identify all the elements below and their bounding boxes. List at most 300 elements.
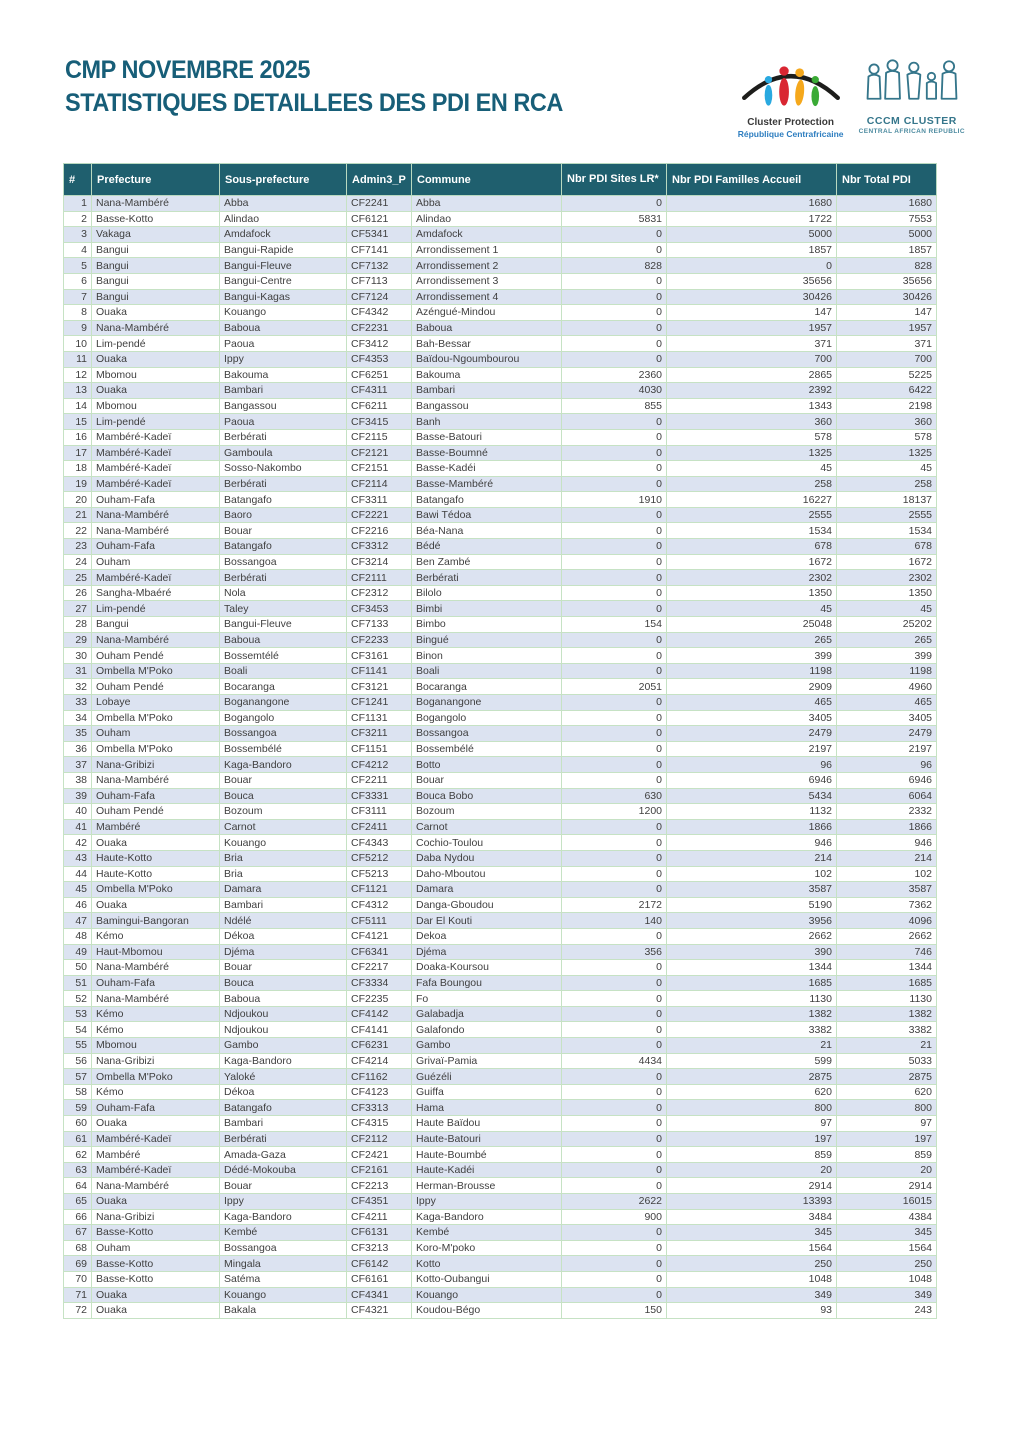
cell-num: 51	[64, 975, 92, 991]
cell-nbr-pdi-familles-accueil: 1198	[667, 663, 837, 679]
page-header	[65, 54, 965, 139]
table-row	[64, 928, 937, 944]
cell-nbr-total-pdi: 678	[837, 539, 937, 555]
cell-commune: Baboua	[412, 320, 562, 336]
cell-commune: Ippy	[412, 1194, 562, 1210]
table-row	[64, 726, 937, 742]
cell-admin3-pcode: CF3453	[347, 601, 412, 617]
table-row	[64, 351, 937, 367]
cell-prefecture: Lobaye	[92, 695, 220, 711]
cell-nbr-total-pdi: 147	[837, 305, 937, 321]
cell-nbr-pdi-sites-lr: 2051	[562, 679, 667, 695]
cell-nbr-pdi-sites-lr: 0	[562, 1131, 667, 1147]
cell-nbr-pdi-sites-lr: 0	[562, 539, 667, 555]
cell-commune: Gambo	[412, 1038, 562, 1054]
cell-sous-prefecture: Satéma	[220, 1271, 347, 1287]
cell-admin3-pcode: CF3211	[347, 726, 412, 742]
cell-nbr-pdi-familles-accueil: 16227	[667, 492, 837, 508]
cell-sous-prefecture: Dékoa	[220, 1084, 347, 1100]
cell-commune: Haute-Boumbé	[412, 1147, 562, 1163]
cell-commune: Bossembélé	[412, 741, 562, 757]
cell-admin3-pcode: CF4311	[347, 383, 412, 399]
cell-sous-prefecture: Bossangoa	[220, 726, 347, 742]
cell-nbr-total-pdi: 2479	[837, 726, 937, 742]
cluster-protection-icon	[737, 97, 845, 114]
cell-num: 5	[64, 258, 92, 274]
cell-sous-prefecture: Bossemtélé	[220, 648, 347, 664]
table-row	[64, 648, 937, 664]
cell-admin3-pcode: CF6142	[347, 1256, 412, 1272]
cell-num: 18	[64, 461, 92, 477]
cell-nbr-total-pdi: 1198	[837, 663, 937, 679]
cell-commune: Haute-Kadéi	[412, 1162, 562, 1178]
cell-nbr-pdi-sites-lr: 0	[562, 928, 667, 944]
cell-commune: Alindao	[412, 211, 562, 227]
cell-sous-prefecture: Alindao	[220, 211, 347, 227]
table-row	[64, 320, 937, 336]
table-row	[64, 1022, 937, 1038]
cell-nbr-pdi-sites-lr: 0	[562, 710, 667, 726]
cell-prefecture: Mbomou	[92, 367, 220, 383]
cell-nbr-pdi-familles-accueil: 465	[667, 695, 837, 711]
cell-nbr-pdi-familles-accueil: 2875	[667, 1069, 837, 1085]
cell-num: 20	[64, 492, 92, 508]
table-row	[64, 554, 937, 570]
cell-nbr-pdi-sites-lr: 0	[562, 850, 667, 866]
cell-nbr-pdi-familles-accueil: 2555	[667, 507, 837, 523]
cell-num: 64	[64, 1178, 92, 1194]
cell-sous-prefecture: Baoro	[220, 507, 347, 523]
cell-sous-prefecture: Bria	[220, 866, 347, 882]
cell-admin3-pcode: CF4343	[347, 835, 412, 851]
cell-prefecture: Mambéré-Kadeï	[92, 570, 220, 586]
cell-prefecture: Bangui	[92, 289, 220, 305]
cell-admin3-pcode: CF5111	[347, 913, 412, 929]
cell-prefecture: Nana-Mambéré	[92, 523, 220, 539]
cell-prefecture: Ouaka	[92, 1303, 220, 1319]
cell-num: 12	[64, 367, 92, 383]
cell-nbr-pdi-sites-lr: 4434	[562, 1053, 667, 1069]
cell-prefecture: Haut-Mbomou	[92, 944, 220, 960]
cell-sous-prefecture: Boali	[220, 663, 347, 679]
cell-num: 30	[64, 648, 92, 664]
cluster-protection-label: Cluster Protection	[747, 117, 834, 128]
cell-commune: Bah-Bessar	[412, 336, 562, 352]
cell-sous-prefecture: Baboua	[220, 632, 347, 648]
cell-commune: Kouango	[412, 1287, 562, 1303]
cell-prefecture: Ouham-Fafa	[92, 492, 220, 508]
cell-num: 7	[64, 289, 92, 305]
cell-nbr-pdi-familles-accueil: 1957	[667, 320, 837, 336]
cell-num: 2	[64, 211, 92, 227]
cell-prefecture: Bangui	[92, 242, 220, 258]
cell-nbr-pdi-sites-lr: 0	[562, 570, 667, 586]
cell-nbr-pdi-sites-lr: 0	[562, 414, 667, 430]
cell-prefecture: Ouaka	[92, 897, 220, 913]
cell-num: 3	[64, 227, 92, 243]
page-title-line2: STATISTIQUES DETAILLEES DES PDI EN RCA	[65, 89, 563, 117]
page-title-line1: CMP NOVEMBRE 2025	[65, 56, 310, 84]
cell-commune: Abba	[412, 196, 562, 212]
cell-nbr-total-pdi: 1344	[837, 960, 937, 976]
cell-prefecture: Nana-Mambéré	[92, 320, 220, 336]
table-row	[64, 492, 937, 508]
cell-nbr-total-pdi: 399	[837, 648, 937, 664]
cell-prefecture: Kémo	[92, 1006, 220, 1022]
cell-nbr-total-pdi: 1534	[837, 523, 937, 539]
table-row	[64, 227, 937, 243]
cell-num: 36	[64, 741, 92, 757]
table-row	[64, 196, 937, 212]
cell-prefecture: Mbomou	[92, 1038, 220, 1054]
cell-nbr-total-pdi: 700	[837, 351, 937, 367]
cell-nbr-total-pdi: 2662	[837, 928, 937, 944]
cell-nbr-pdi-sites-lr: 0	[562, 960, 667, 976]
cell-commune: Arrondissement 4	[412, 289, 562, 305]
cell-nbr-pdi-sites-lr: 0	[562, 601, 667, 617]
cell-nbr-total-pdi: 250	[837, 1256, 937, 1272]
cell-num: 8	[64, 305, 92, 321]
cell-num: 9	[64, 320, 92, 336]
cell-nbr-pdi-sites-lr: 0	[562, 866, 667, 882]
cell-nbr-total-pdi: 4384	[837, 1209, 937, 1225]
cell-admin3-pcode: CF5212	[347, 850, 412, 866]
cell-nbr-total-pdi: 16015	[837, 1194, 937, 1210]
table-row	[64, 757, 937, 773]
table-row	[64, 788, 937, 804]
cccm-cluster-sublabel: CENTRAL AFRICAN REPUBLIC	[858, 128, 965, 135]
cell-sous-prefecture: Ndjoukou	[220, 1006, 347, 1022]
cell-nbr-pdi-familles-accueil: 258	[667, 476, 837, 492]
table-row	[64, 398, 937, 414]
cell-prefecture: Ouham-Fafa	[92, 539, 220, 555]
cell-commune: Bouca Bobo	[412, 788, 562, 804]
cell-sous-prefecture: Bria	[220, 850, 347, 866]
cell-admin3-pcode: CF1151	[347, 741, 412, 757]
cell-nbr-total-pdi: 1350	[837, 585, 937, 601]
cell-num: 54	[64, 1022, 92, 1038]
cell-prefecture: Ouaka	[92, 305, 220, 321]
cell-nbr-pdi-sites-lr: 0	[562, 1256, 667, 1272]
cell-nbr-pdi-familles-accueil: 1344	[667, 960, 837, 976]
cell-prefecture: Ouham-Fafa	[92, 975, 220, 991]
table-row	[64, 1209, 937, 1225]
header-sous-prefecture: Sous-prefecture	[220, 164, 347, 196]
cell-nbr-pdi-familles-accueil: 800	[667, 1100, 837, 1116]
cell-commune: Fafa Boungou	[412, 975, 562, 991]
cell-admin3-pcode: CF3334	[347, 975, 412, 991]
cell-admin3-pcode: CF2211	[347, 772, 412, 788]
cell-nbr-total-pdi: 265	[837, 632, 937, 648]
cell-nbr-pdi-familles-accueil: 5434	[667, 788, 837, 804]
cell-commune: Azéngué-Mindou	[412, 305, 562, 321]
cell-nbr-pdi-sites-lr: 0	[562, 289, 667, 305]
cell-admin3-pcode: CF6161	[347, 1271, 412, 1287]
cell-admin3-pcode: CF4123	[347, 1084, 412, 1100]
cell-nbr-pdi-sites-lr: 0	[562, 1178, 667, 1194]
cell-admin3-pcode: CF2114	[347, 476, 412, 492]
cell-prefecture: Nana-Mambéré	[92, 772, 220, 788]
cell-nbr-pdi-familles-accueil: 390	[667, 944, 837, 960]
cell-sous-prefecture: Paoua	[220, 336, 347, 352]
table-row	[64, 367, 937, 383]
cell-num: 47	[64, 913, 92, 929]
table-row	[64, 429, 937, 445]
cell-commune: Bilolo	[412, 585, 562, 601]
cell-nbr-pdi-familles-accueil: 2392	[667, 383, 837, 399]
cell-admin3-pcode: CF1141	[347, 663, 412, 679]
cell-nbr-total-pdi: 5000	[837, 227, 937, 243]
cell-nbr-pdi-sites-lr: 150	[562, 1303, 667, 1319]
cell-sous-prefecture: Kaga-Bandoro	[220, 1209, 347, 1225]
cell-commune: Berbérati	[412, 570, 562, 586]
cell-num: 60	[64, 1116, 92, 1132]
cell-sous-prefecture: Djéma	[220, 944, 347, 960]
cell-admin3-pcode: CF4342	[347, 305, 412, 321]
cell-sous-prefecture: Kouango	[220, 835, 347, 851]
cell-sous-prefecture: Baboua	[220, 320, 347, 336]
cell-nbr-pdi-familles-accueil: 5190	[667, 897, 837, 913]
cell-nbr-pdi-sites-lr: 0	[562, 445, 667, 461]
cell-admin3-pcode: CF4321	[347, 1303, 412, 1319]
cell-num: 29	[64, 632, 92, 648]
cell-commune: Carnot	[412, 819, 562, 835]
cell-commune: Dar El Kouti	[412, 913, 562, 929]
cell-nbr-pdi-familles-accueil: 13393	[667, 1194, 837, 1210]
cell-admin3-pcode: CF2115	[347, 429, 412, 445]
table-row	[64, 242, 937, 258]
cell-num: 57	[64, 1069, 92, 1085]
table-row	[64, 445, 937, 461]
cell-nbr-pdi-sites-lr: 0	[562, 741, 667, 757]
cell-nbr-total-pdi: 3382	[837, 1022, 937, 1038]
cell-nbr-pdi-familles-accueil: 1343	[667, 398, 837, 414]
cell-prefecture: Ombella M'Poko	[92, 741, 220, 757]
table-row	[64, 772, 937, 788]
cell-sous-prefecture: Bouar	[220, 523, 347, 539]
cell-num: 62	[64, 1147, 92, 1163]
table-row	[64, 835, 937, 851]
cell-nbr-pdi-sites-lr: 855	[562, 398, 667, 414]
cell-commune: Daho-Mboutou	[412, 866, 562, 882]
cell-sous-prefecture: Abba	[220, 196, 347, 212]
cell-nbr-pdi-familles-accueil: 2302	[667, 570, 837, 586]
table-row	[64, 695, 937, 711]
table-row	[64, 1131, 937, 1147]
cell-nbr-pdi-sites-lr: 0	[562, 975, 667, 991]
table-row	[64, 913, 937, 929]
cell-admin3-pcode: CF2221	[347, 507, 412, 523]
cell-nbr-pdi-sites-lr: 0	[562, 227, 667, 243]
cell-commune: Arrondissement 3	[412, 273, 562, 289]
cell-nbr-pdi-sites-lr: 0	[562, 196, 667, 212]
cell-nbr-total-pdi: 360	[837, 414, 937, 430]
cell-sous-prefecture: Kaga-Bandoro	[220, 757, 347, 773]
cell-admin3-pcode: CF2111	[347, 570, 412, 586]
cell-nbr-pdi-sites-lr: 900	[562, 1209, 667, 1225]
cell-num: 28	[64, 617, 92, 633]
cell-num: 65	[64, 1194, 92, 1210]
cell-nbr-pdi-familles-accueil: 97	[667, 1116, 837, 1132]
cell-commune: Guiffa	[412, 1084, 562, 1100]
cell-num: 70	[64, 1271, 92, 1287]
cell-prefecture: Ouaka	[92, 1116, 220, 1132]
cell-nbr-total-pdi: 21	[837, 1038, 937, 1054]
cell-nbr-pdi-sites-lr: 0	[562, 336, 667, 352]
cell-admin3-pcode: CF7132	[347, 258, 412, 274]
cell-sous-prefecture: Berbérati	[220, 570, 347, 586]
cell-commune: Boali	[412, 663, 562, 679]
cell-nbr-pdi-sites-lr: 0	[562, 1084, 667, 1100]
cell-prefecture: Sangha-Mbaéré	[92, 585, 220, 601]
table-row	[64, 882, 937, 898]
cell-nbr-total-pdi: 20	[837, 1162, 937, 1178]
cell-num: 45	[64, 882, 92, 898]
table-row	[64, 1240, 937, 1256]
cell-sous-prefecture: Kouango	[220, 1287, 347, 1303]
cell-num: 6	[64, 273, 92, 289]
cell-sous-prefecture: Batangafo	[220, 492, 347, 508]
cell-nbr-pdi-familles-accueil: 265	[667, 632, 837, 648]
cell-nbr-pdi-familles-accueil: 620	[667, 1084, 837, 1100]
cell-nbr-total-pdi: 3587	[837, 882, 937, 898]
cell-nbr-total-pdi: 1048	[837, 1271, 937, 1287]
cell-nbr-pdi-familles-accueil: 1866	[667, 819, 837, 835]
cell-admin3-pcode: CF4353	[347, 351, 412, 367]
cell-commune: Bimbo	[412, 617, 562, 633]
table-row	[64, 476, 937, 492]
cell-nbr-total-pdi: 946	[837, 835, 937, 851]
cell-commune: Ben Zambé	[412, 554, 562, 570]
cell-num: 55	[64, 1038, 92, 1054]
cell-prefecture: Ombella M'Poko	[92, 663, 220, 679]
cell-num: 41	[64, 819, 92, 835]
cell-nbr-total-pdi: 7362	[837, 897, 937, 913]
cell-sous-prefecture: Gambo	[220, 1038, 347, 1054]
cell-num: 33	[64, 695, 92, 711]
table-row	[64, 617, 937, 633]
cell-nbr-pdi-sites-lr: 0	[562, 242, 667, 258]
table-row	[64, 1053, 937, 1069]
cell-nbr-total-pdi: 800	[837, 1100, 937, 1116]
cell-num: 58	[64, 1084, 92, 1100]
cell-admin3-pcode: CF2217	[347, 960, 412, 976]
cell-nbr-pdi-familles-accueil: 2865	[667, 367, 837, 383]
cell-prefecture: Mambéré	[92, 819, 220, 835]
cell-nbr-pdi-sites-lr: 0	[562, 819, 667, 835]
cell-admin3-pcode: CF4121	[347, 928, 412, 944]
table-row	[64, 1178, 937, 1194]
cell-nbr-pdi-familles-accueil: 102	[667, 866, 837, 882]
cell-commune: Daba Nydou	[412, 850, 562, 866]
cell-nbr-total-pdi: 197	[837, 1131, 937, 1147]
cell-num: 17	[64, 445, 92, 461]
cell-num: 48	[64, 928, 92, 944]
cell-prefecture: Nana-Gribizi	[92, 757, 220, 773]
cell-admin3-pcode: CF2151	[347, 461, 412, 477]
header-admin3-pcode: Admin3_P	[347, 164, 412, 196]
cell-num: 19	[64, 476, 92, 492]
cell-commune: Amdafock	[412, 227, 562, 243]
header-nbr-pdi-sites-lr: Nbr PDI Sites LR*	[562, 164, 667, 196]
cell-prefecture: Ouham Pendé	[92, 648, 220, 664]
cell-commune: Bingué	[412, 632, 562, 648]
header-commune: Commune	[412, 164, 562, 196]
cell-commune: Galabadja	[412, 1006, 562, 1022]
cell-nbr-total-pdi: 97	[837, 1116, 937, 1132]
cell-nbr-total-pdi: 746	[837, 944, 937, 960]
cell-nbr-pdi-sites-lr: 2622	[562, 1194, 667, 1210]
cell-num: 24	[64, 554, 92, 570]
cell-commune: Herman-Brousse	[412, 1178, 562, 1194]
table-row	[64, 1271, 937, 1287]
table-row	[64, 944, 937, 960]
table-row	[64, 1116, 937, 1132]
cell-nbr-total-pdi: 102	[837, 866, 937, 882]
cell-nbr-total-pdi: 25202	[837, 617, 937, 633]
cell-nbr-pdi-familles-accueil: 1325	[667, 445, 837, 461]
cell-nbr-pdi-familles-accueil: 25048	[667, 617, 837, 633]
cell-admin3-pcode: CF6121	[347, 211, 412, 227]
cell-sous-prefecture: Batangafo	[220, 539, 347, 555]
table-row	[64, 1162, 937, 1178]
cell-sous-prefecture: Bouar	[220, 1178, 347, 1194]
cell-sous-prefecture: Bambari	[220, 383, 347, 399]
cell-prefecture: Lim-pendé	[92, 414, 220, 430]
cell-nbr-pdi-familles-accueil: 1672	[667, 554, 837, 570]
cell-num: 52	[64, 991, 92, 1007]
cell-admin3-pcode: CF4341	[347, 1287, 412, 1303]
header-num: #	[64, 164, 92, 196]
cell-nbr-pdi-sites-lr: 0	[562, 320, 667, 336]
table-row	[64, 1084, 937, 1100]
table-row	[64, 305, 937, 321]
table-row	[64, 975, 937, 991]
table-row	[64, 679, 937, 695]
cell-sous-prefecture: Bogangolo	[220, 710, 347, 726]
cell-prefecture: Mambéré-Kadeï	[92, 429, 220, 445]
cell-nbr-total-pdi: 5033	[837, 1053, 937, 1069]
cell-nbr-pdi-familles-accueil: 35656	[667, 273, 837, 289]
cell-commune: Koudou-Bégo	[412, 1303, 562, 1319]
cell-sous-prefecture: Bangui-Fleuve	[220, 258, 347, 274]
cell-num: 61	[64, 1131, 92, 1147]
cell-nbr-pdi-sites-lr: 0	[562, 523, 667, 539]
cell-admin3-pcode: CF3214	[347, 554, 412, 570]
cell-nbr-pdi-sites-lr: 0	[562, 476, 667, 492]
cell-admin3-pcode: CF4351	[347, 1194, 412, 1210]
cell-nbr-total-pdi: 2197	[837, 741, 937, 757]
cell-admin3-pcode: CF4141	[347, 1022, 412, 1038]
cell-admin3-pcode: CF2241	[347, 196, 412, 212]
cell-nbr-pdi-familles-accueil: 93	[667, 1303, 837, 1319]
cell-nbr-total-pdi: 6064	[837, 788, 937, 804]
cell-sous-prefecture: Bangui-Rapide	[220, 242, 347, 258]
cell-prefecture: Nana-Gribizi	[92, 1053, 220, 1069]
cell-commune: Grivaï-Pamia	[412, 1053, 562, 1069]
cell-prefecture: Kémo	[92, 1084, 220, 1100]
cell-nbr-pdi-familles-accueil: 2479	[667, 726, 837, 742]
cell-nbr-total-pdi: 2875	[837, 1069, 937, 1085]
cell-commune: Hama	[412, 1100, 562, 1116]
table-row	[64, 1100, 937, 1116]
cell-num: 69	[64, 1256, 92, 1272]
cell-sous-prefecture: Boganangone	[220, 695, 347, 711]
cell-nbr-pdi-familles-accueil: 197	[667, 1131, 837, 1147]
cell-nbr-pdi-familles-accueil: 1722	[667, 211, 837, 227]
cell-prefecture: Haute-Kotto	[92, 850, 220, 866]
table-row	[64, 461, 937, 477]
